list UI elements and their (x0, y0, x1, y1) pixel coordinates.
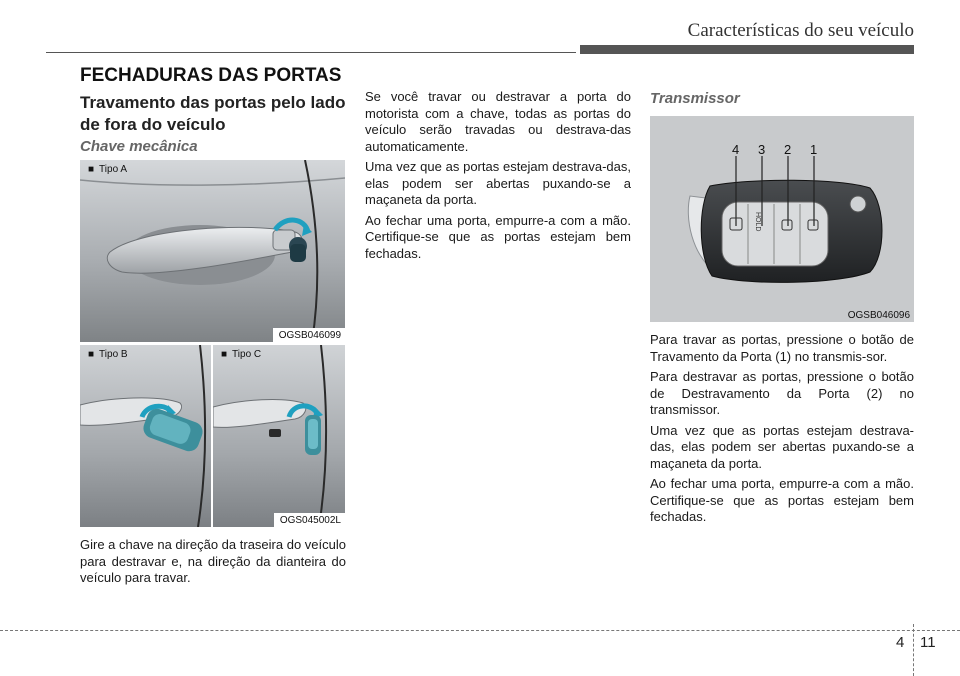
footer-divider (913, 624, 914, 676)
section-title: FECHADURAS DAS PORTAS (80, 65, 342, 86)
figure-tag: ■ Tipo B (88, 349, 128, 360)
transmitter-label: Transmissor (650, 90, 740, 107)
page-number: 11 (920, 634, 936, 651)
figure-code: OGSB046096 (847, 310, 910, 321)
paragraph: Se você travar ou destravar a porta do motorista com a chave, todas as portas do veículo serão travadas ou destrava-das automaticamente. (365, 89, 631, 154)
paragraph: Ao fechar uma porta, empurre-a com a mão. Certifique-se que as portas estejam bem fechadas. (365, 212, 631, 261)
column-2-text (365, 89, 631, 266)
figure-type-c (213, 345, 345, 527)
paragraph: Ao fechar uma porta, empurre-a com a mão. Certifique-se que as portas estejam bem fechadas. (650, 476, 914, 524)
header-bar (580, 45, 914, 54)
footer-rule (0, 630, 960, 631)
hold-label: HOLD (754, 212, 761, 232)
figure-transmitter (650, 116, 914, 322)
paragraph: Para destravar as portas, pressione o botão de Destravamento da Porta (2) no transmissor. (650, 369, 914, 417)
door-handle-type-a-illustration (80, 160, 345, 342)
column-1-text (80, 537, 346, 591)
callout-1: 1 (810, 142, 818, 157)
smart-key-fob-illustration (650, 116, 914, 322)
chapter-title: Características do seu veículo (687, 20, 914, 41)
callout-2: 2 (784, 142, 792, 157)
mechanical-key-label: Chave mecânica (80, 138, 198, 155)
door-handle-type-b-illustration (80, 345, 211, 527)
figure-tag: ■ Tipo A (88, 164, 127, 175)
figure-tag: ■ Tipo C (221, 349, 261, 360)
paragraph: Uma vez que as portas estejam destrava-das, elas podem ser abertas puxando-se a maçaneta da porta. (365, 159, 631, 207)
paragraph: Uma vez que as portas estejam destrava-das, elas podem ser abertas puxando-se a maçaneta da porta. (650, 422, 914, 471)
chapter-number: 4 (896, 634, 905, 651)
figure-code: OGSB046099 (273, 328, 345, 342)
column-3-text (650, 332, 914, 530)
paragraph: Para travar as portas, pressione o botão de Travamento da Porta (1) no transmis-sor. (650, 332, 914, 364)
paragraph: Gire a chave na direção da traseira do veículo para destravar e, na direção da dianteira do veículo para travar. (80, 537, 346, 585)
subsection-title: Travamento das portas pelo lado de fora do veículo (80, 93, 346, 134)
header-rule (46, 52, 576, 53)
figure-type-a (80, 160, 345, 342)
callout-4: 4 (732, 142, 740, 157)
figure-type-b (80, 345, 211, 527)
figure-code: OGS045002L (274, 513, 345, 527)
door-handle-type-c-illustration (213, 345, 345, 527)
callout-3: 3 (758, 142, 766, 157)
